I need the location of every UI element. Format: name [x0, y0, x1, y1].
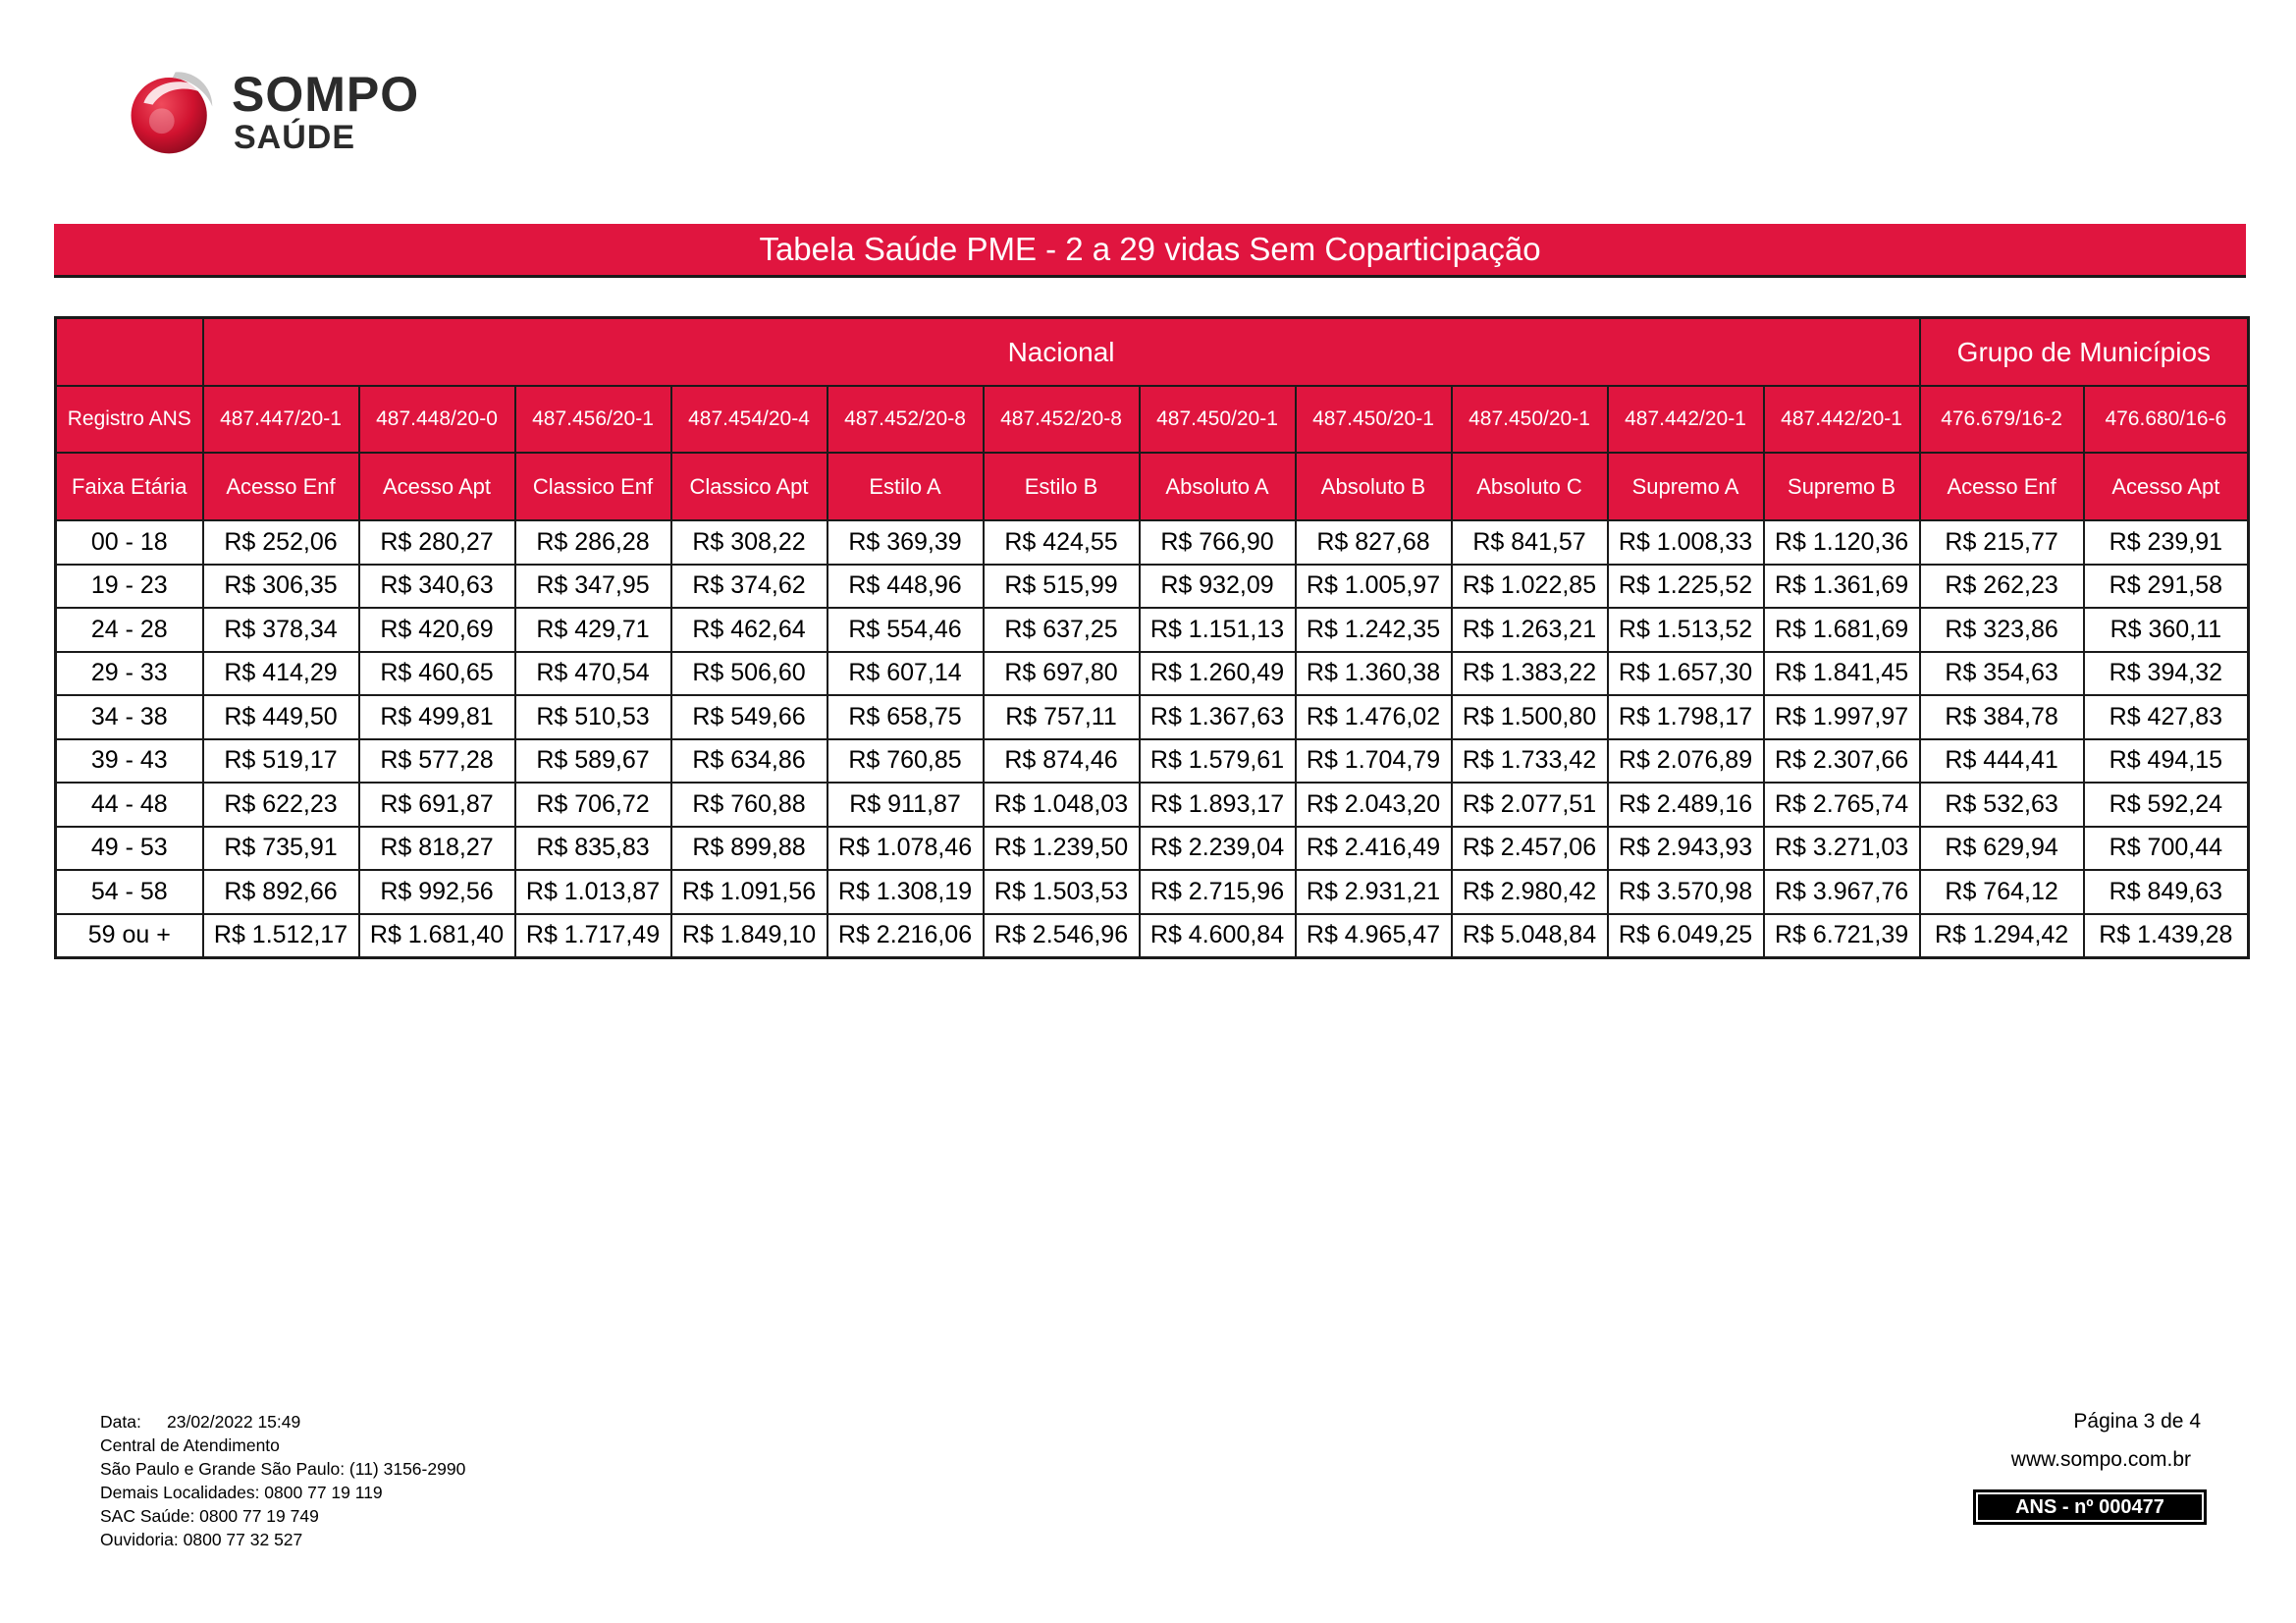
price-cell: R$ 1.260,49 — [1140, 652, 1296, 696]
price-cell: R$ 2.076,89 — [1608, 739, 1764, 784]
price-cell: R$ 5.048,84 — [1452, 914, 1608, 958]
registro-ans-cell: 487.452/20-8 — [828, 386, 984, 453]
price-cell: R$ 1.893,17 — [1140, 783, 1296, 827]
price-cell: R$ 215,77 — [1920, 520, 2084, 565]
price-cell: R$ 2.980,42 — [1452, 870, 1608, 914]
price-cell: R$ 760,85 — [828, 739, 984, 784]
price-cell: R$ 2.307,66 — [1764, 739, 1920, 784]
price-cell: R$ 394,32 — [2084, 652, 2249, 696]
price-cell: R$ 735,91 — [203, 827, 359, 871]
price-cell: R$ 444,41 — [1920, 739, 2084, 784]
price-cell: R$ 2.077,51 — [1452, 783, 1608, 827]
price-cell: R$ 1.500,80 — [1452, 695, 1608, 739]
price-cell: R$ 1.798,17 — [1608, 695, 1764, 739]
price-cell: R$ 658,75 — [828, 695, 984, 739]
price-cell: R$ 1.225,52 — [1608, 565, 1764, 609]
price-cell: R$ 414,29 — [203, 652, 359, 696]
price-cell: R$ 892,66 — [203, 870, 359, 914]
plan-name-cell: Supremo A — [1608, 453, 1764, 520]
price-cell: R$ 1.360,38 — [1296, 652, 1452, 696]
price-cell: R$ 2.457,06 — [1452, 827, 1608, 871]
footer-date-value: 23/02/2022 15:49 — [167, 1412, 301, 1432]
price-cell: R$ 554,46 — [828, 608, 984, 652]
registro-ans-cell: 487.454/20-4 — [671, 386, 828, 453]
price-cell: R$ 706,72 — [515, 783, 671, 827]
plan-name-cell: Absoluto C — [1452, 453, 1608, 520]
group-municipios: Grupo de Municípios — [1920, 318, 2249, 387]
plan-name-cell: Acesso Apt — [2084, 453, 2249, 520]
price-cell: R$ 449,50 — [203, 695, 359, 739]
price-cell: R$ 323,86 — [1920, 608, 2084, 652]
price-cell: R$ 378,34 — [203, 608, 359, 652]
table-row — [56, 652, 2249, 696]
footer-line: SAC Saúde: 0800 77 19 749 — [100, 1506, 319, 1526]
price-table — [54, 316, 2250, 959]
price-cell: R$ 766,90 — [1140, 520, 1296, 565]
price-cell: R$ 1.841,45 — [1764, 652, 1920, 696]
price-cell: R$ 448,96 — [828, 565, 984, 609]
table-row — [56, 870, 2249, 914]
price-cell: R$ 827,68 — [1296, 520, 1452, 565]
price-cell: R$ 3.271,03 — [1764, 827, 1920, 871]
price-cell: R$ 549,66 — [671, 695, 828, 739]
price-cell: R$ 577,28 — [359, 739, 515, 784]
price-cell: R$ 1.681,40 — [359, 914, 515, 958]
sompo-logo — [126, 63, 420, 161]
logo-wordmark: SOMPO — [232, 67, 420, 122]
registro-ans-cell: 487.442/20-1 — [1764, 386, 1920, 453]
price-cell: R$ 911,87 — [828, 783, 984, 827]
price-cell: R$ 589,67 — [515, 739, 671, 784]
footer-date — [100, 1410, 465, 1434]
plan-name-cell: Absoluto A — [1140, 453, 1296, 520]
age-range-cell: 19 - 23 — [56, 565, 203, 609]
registro-ans-cell: 487.456/20-1 — [515, 386, 671, 453]
price-cell: R$ 6.049,25 — [1608, 914, 1764, 958]
price-cell: R$ 354,63 — [1920, 652, 2084, 696]
price-cell: R$ 1.263,21 — [1452, 608, 1608, 652]
price-cell: R$ 420,69 — [359, 608, 515, 652]
price-cell: R$ 634,86 — [671, 739, 828, 784]
table-row — [56, 739, 2249, 784]
price-cell: R$ 2.546,96 — [984, 914, 1140, 958]
table-row — [56, 827, 2249, 871]
ans-badge-text: ANS - nº 000477 — [1978, 1494, 2202, 1520]
age-range-cell: 34 - 38 — [56, 695, 203, 739]
price-cell: R$ 1.151,13 — [1140, 608, 1296, 652]
price-cell: R$ 1.242,35 — [1296, 608, 1452, 652]
price-cell: R$ 1.657,30 — [1608, 652, 1764, 696]
footer-line: Central de Atendimento — [100, 1435, 280, 1455]
price-cell: R$ 1.383,22 — [1452, 652, 1608, 696]
footer-line: São Paulo e Grande São Paulo: (11) 3156-2990 — [100, 1459, 466, 1479]
group-nacional: Nacional — [203, 318, 1920, 387]
price-cell: R$ 427,83 — [2084, 695, 2249, 739]
price-cell: R$ 3.967,76 — [1764, 870, 1920, 914]
price-cell: R$ 424,55 — [984, 520, 1140, 565]
price-cell: R$ 369,39 — [828, 520, 984, 565]
price-cell: R$ 1.503,53 — [984, 870, 1140, 914]
price-cell: R$ 384,78 — [1920, 695, 2084, 739]
age-range-cell: 00 - 18 — [56, 520, 203, 565]
price-cell: R$ 2.239,04 — [1140, 827, 1296, 871]
price-cell: R$ 849,63 — [2084, 870, 2249, 914]
plan-name-cell: Absoluto B — [1296, 453, 1452, 520]
price-cell: R$ 1.513,52 — [1608, 608, 1764, 652]
price-cell: R$ 1.704,79 — [1296, 739, 1452, 784]
table-row — [56, 565, 2249, 609]
table-row — [56, 608, 2249, 652]
registro-ans-cell: 487.450/20-1 — [1452, 386, 1608, 453]
registro-ans-cell: 476.680/16-6 — [2084, 386, 2249, 453]
registro-ans-cell: 476.679/16-2 — [1920, 386, 2084, 453]
price-cell: R$ 592,24 — [2084, 783, 2249, 827]
table-row — [56, 914, 2249, 958]
price-cell: R$ 2.043,20 — [1296, 783, 1452, 827]
price-cell: R$ 347,95 — [515, 565, 671, 609]
price-cell: R$ 1.439,28 — [2084, 914, 2249, 958]
price-cell: R$ 262,23 — [1920, 565, 2084, 609]
price-cell: R$ 280,27 — [359, 520, 515, 565]
price-cell: R$ 4.600,84 — [1140, 914, 1296, 958]
price-cell: R$ 1.733,42 — [1452, 739, 1608, 784]
price-cell: R$ 2.489,16 — [1608, 783, 1764, 827]
footer-date-label: Data: — [100, 1412, 141, 1432]
faixa-etaria-row — [56, 453, 2249, 520]
registro-ans-row — [56, 386, 2249, 453]
age-range-cell: 44 - 48 — [56, 783, 203, 827]
price-cell: R$ 2.416,49 — [1296, 827, 1452, 871]
price-cell: R$ 4.965,47 — [1296, 914, 1452, 958]
price-cell: R$ 239,91 — [2084, 520, 2249, 565]
price-cell: R$ 1.239,50 — [984, 827, 1140, 871]
price-cell: R$ 1.717,49 — [515, 914, 671, 958]
price-cell: R$ 360,11 — [2084, 608, 2249, 652]
price-cell: R$ 1.048,03 — [984, 783, 1140, 827]
price-cell: R$ 1.512,17 — [203, 914, 359, 958]
price-cell: R$ 835,83 — [515, 827, 671, 871]
registro-ans-label: Registro ANS — [56, 386, 203, 453]
price-cell: R$ 1.997,97 — [1764, 695, 1920, 739]
age-range-cell: 49 - 53 — [56, 827, 203, 871]
registro-ans-cell: 487.450/20-1 — [1140, 386, 1296, 453]
price-cell: R$ 340,63 — [359, 565, 515, 609]
logo-subtitle: SAÚDE — [234, 119, 356, 156]
site-link[interactable]: www.sompo.com.br — [2010, 1448, 2191, 1471]
price-cell: R$ 2.216,06 — [828, 914, 984, 958]
price-cell: R$ 607,14 — [828, 652, 984, 696]
price-cell: R$ 1.091,56 — [671, 870, 828, 914]
registro-ans-cell: 487.442/20-1 — [1608, 386, 1764, 453]
price-cell: R$ 1.476,02 — [1296, 695, 1452, 739]
price-cell: R$ 1.294,42 — [1920, 914, 2084, 958]
registro-ans-cell: 487.450/20-1 — [1296, 386, 1452, 453]
price-cell: R$ 515,99 — [984, 565, 1140, 609]
registro-ans-cell: 487.448/20-0 — [359, 386, 515, 453]
plan-name-cell: Estilo B — [984, 453, 1140, 520]
plan-name-cell: Acesso Enf — [203, 453, 359, 520]
price-cell: R$ 899,88 — [671, 827, 828, 871]
price-cell: R$ 460,65 — [359, 652, 515, 696]
age-range-cell: 59 ou + — [56, 914, 203, 958]
age-range-cell: 54 - 58 — [56, 870, 203, 914]
price-cell: R$ 2.931,21 — [1296, 870, 1452, 914]
group-header-empty — [56, 318, 203, 387]
price-cell: R$ 2.943,93 — [1608, 827, 1764, 871]
footer-contacts — [100, 1410, 465, 1551]
table-row — [56, 520, 2249, 565]
price-cell: R$ 1.078,46 — [828, 827, 984, 871]
plan-name-cell: Estilo A — [828, 453, 984, 520]
plan-name-cell: Classico Apt — [671, 453, 828, 520]
price-cell: R$ 700,44 — [2084, 827, 2249, 871]
price-cell: R$ 1.120,36 — [1764, 520, 1920, 565]
price-cell: R$ 818,27 — [359, 827, 515, 871]
price-cell: R$ 622,23 — [203, 783, 359, 827]
ans-badge — [1973, 1489, 2207, 1525]
price-cell: R$ 2.765,74 — [1764, 783, 1920, 827]
price-cell: R$ 3.570,98 — [1608, 870, 1764, 914]
price-cell: R$ 1.308,19 — [828, 870, 984, 914]
price-cell: R$ 764,12 — [1920, 870, 2084, 914]
price-cell: R$ 494,15 — [2084, 739, 2249, 784]
age-range-cell: 24 - 28 — [56, 608, 203, 652]
faixa-etaria-label: Faixa Etária — [56, 453, 203, 520]
price-cell: R$ 629,94 — [1920, 827, 2084, 871]
price-cell: R$ 1.849,10 — [671, 914, 828, 958]
price-cell: R$ 374,62 — [671, 565, 828, 609]
price-cell: R$ 992,56 — [359, 870, 515, 914]
price-cell: R$ 470,54 — [515, 652, 671, 696]
registro-ans-cell: 487.452/20-8 — [984, 386, 1140, 453]
price-cell: R$ 291,58 — [2084, 565, 2249, 609]
group-header-row — [56, 318, 2249, 387]
price-cell: R$ 306,35 — [203, 565, 359, 609]
plan-name-cell: Supremo B — [1764, 453, 1920, 520]
price-cell: R$ 510,53 — [515, 695, 671, 739]
price-cell: R$ 1.022,85 — [1452, 565, 1608, 609]
plan-name-cell: Acesso Apt — [359, 453, 515, 520]
price-cell: R$ 462,64 — [671, 608, 828, 652]
price-cell: R$ 429,71 — [515, 608, 671, 652]
table-row — [56, 783, 2249, 827]
table-row — [56, 695, 2249, 739]
page-number: Página 3 de 4 — [2073, 1410, 2201, 1433]
price-cell: R$ 532,63 — [1920, 783, 2084, 827]
price-cell: R$ 506,60 — [671, 652, 828, 696]
registro-ans-cell: 487.447/20-1 — [203, 386, 359, 453]
age-range-cell: 39 - 43 — [56, 739, 203, 784]
age-range-cell: 29 - 33 — [56, 652, 203, 696]
price-cell: R$ 1.361,69 — [1764, 565, 1920, 609]
price-cell: R$ 691,87 — [359, 783, 515, 827]
price-cell: R$ 841,57 — [1452, 520, 1608, 565]
price-cell: R$ 637,25 — [984, 608, 1140, 652]
price-cell: R$ 519,17 — [203, 739, 359, 784]
footer-line: Demais Localidades: 0800 77 19 119 — [100, 1483, 383, 1502]
price-cell: R$ 874,46 — [984, 739, 1140, 784]
price-cell: R$ 1.008,33 — [1608, 520, 1764, 565]
price-cell: R$ 252,06 — [203, 520, 359, 565]
price-cell: R$ 308,22 — [671, 520, 828, 565]
sompo-logo-icon — [126, 67, 216, 157]
price-cell: R$ 932,09 — [1140, 565, 1296, 609]
price-cell: R$ 1.367,63 — [1140, 695, 1296, 739]
price-cell: R$ 1.579,61 — [1140, 739, 1296, 784]
footer-line: Ouvidoria: 0800 77 32 527 — [100, 1530, 303, 1549]
price-cell: R$ 1.005,97 — [1296, 565, 1452, 609]
price-cell: R$ 760,88 — [671, 783, 828, 827]
price-cell: R$ 286,28 — [515, 520, 671, 565]
price-cell: R$ 1.681,69 — [1764, 608, 1920, 652]
price-cell: R$ 499,81 — [359, 695, 515, 739]
price-cell: R$ 6.721,39 — [1764, 914, 1920, 958]
plan-name-cell: Classico Enf — [515, 453, 671, 520]
price-cell: R$ 1.013,87 — [515, 870, 671, 914]
page-title: Tabela Saúde PME - 2 a 29 vidas Sem Coparticipação — [54, 224, 2246, 278]
price-cell: R$ 697,80 — [984, 652, 1140, 696]
plan-name-cell: Acesso Enf — [1920, 453, 2084, 520]
price-cell: R$ 2.715,96 — [1140, 870, 1296, 914]
price-cell: R$ 757,11 — [984, 695, 1140, 739]
